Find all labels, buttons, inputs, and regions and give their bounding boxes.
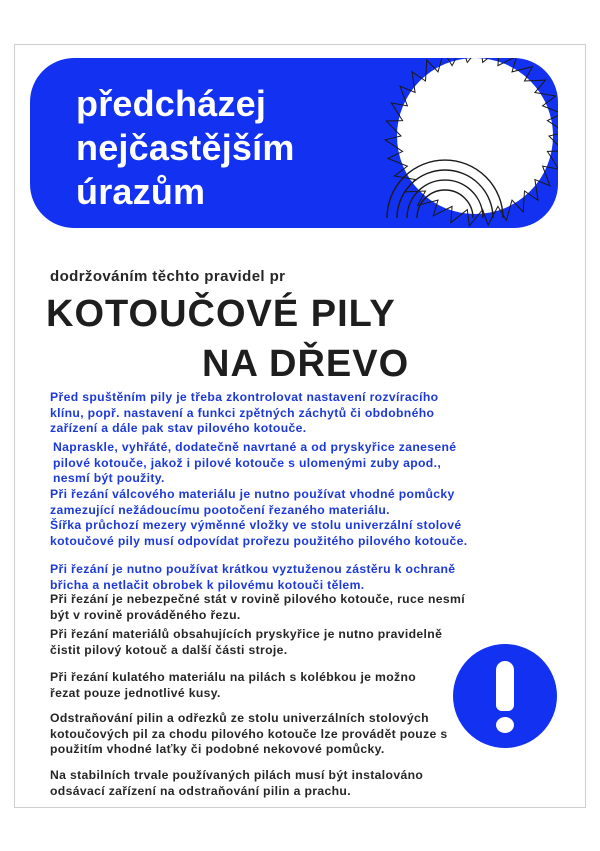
page-title-line-2: NA DŘEVO: [202, 343, 410, 385]
rule-item: Při řezání materiálů obsahujících pryskyřice je nutno pravidelně čistit pilový kotouč a další části stroje.: [50, 627, 443, 657]
header-banner: [30, 58, 558, 228]
page-title: [46, 292, 409, 386]
banner-title-line-1: předcházej: [76, 83, 267, 124]
rule-item: Před spuštěním pily je třeba zkontrolovat nastavení rozvíracího klínu, popř. nastavení a funkci zpětných záchytů či obdobného zařízení a dále pak stav pilového kotouče.: [50, 390, 439, 436]
banner-title: [76, 82, 295, 214]
intro-text: dodržováním těchto pravidel pr: [50, 268, 286, 285]
banner-title-line-3: úrazům: [76, 171, 206, 212]
rule-item: Při řezání je nebezpečné stát v rovině pilového kotouče, ruce nesmí být v rovině prováděného řezu.: [50, 592, 465, 622]
circular-saw-blade-icon: [325, 58, 558, 228]
rule-item: Odstraňování pilin a odřezků ze stolu univerzálních stolových kotoučových pil za chodu pilového kotouče lze provádět pouze s použitím vhodné laťky či podobné nekovové pomůcky.: [50, 711, 448, 757]
page-title-line-1: KOTOUČOVÉ PILY: [46, 293, 396, 335]
rule-item: Šířka průchozí mezery výměnné vložky ve stolu univerzální stolové kotoučové pily musí odpovídat prořezu použitého pilového kotouče.: [50, 518, 468, 548]
rule-item: Napraskle, vyhřáté, dodatečně navrtané a od pryskyřice zanesené pilové kotouče, jakož i pilové kotouče s ulomenými zuby apod., nesmí být použity.: [53, 440, 457, 486]
rule-item: Při řezání je nutno používat krátkou vyztuženou zástěru k ochraně břicha a netlačit obrobek k pilovému kotouči tělem.: [50, 562, 456, 592]
banner-title-line-2: nejčastějším: [76, 127, 295, 168]
rule-item: Při řezání válcového materiálu je nutno používat vhodné pomůcky zamezující nežádoucímu pootočení řezaného materiálu.: [50, 487, 455, 517]
warning-sign: [453, 644, 557, 748]
rule-item: Při řezání kulatého materiálu na pilách s kolébkou je možno řezat pouze jednotlivé kusy.: [50, 670, 417, 700]
rule-item: Na stabilních trvale používaných pilách musí být instalováno odsávací zařízení na odstraňování pilin a prachu.: [50, 768, 424, 798]
